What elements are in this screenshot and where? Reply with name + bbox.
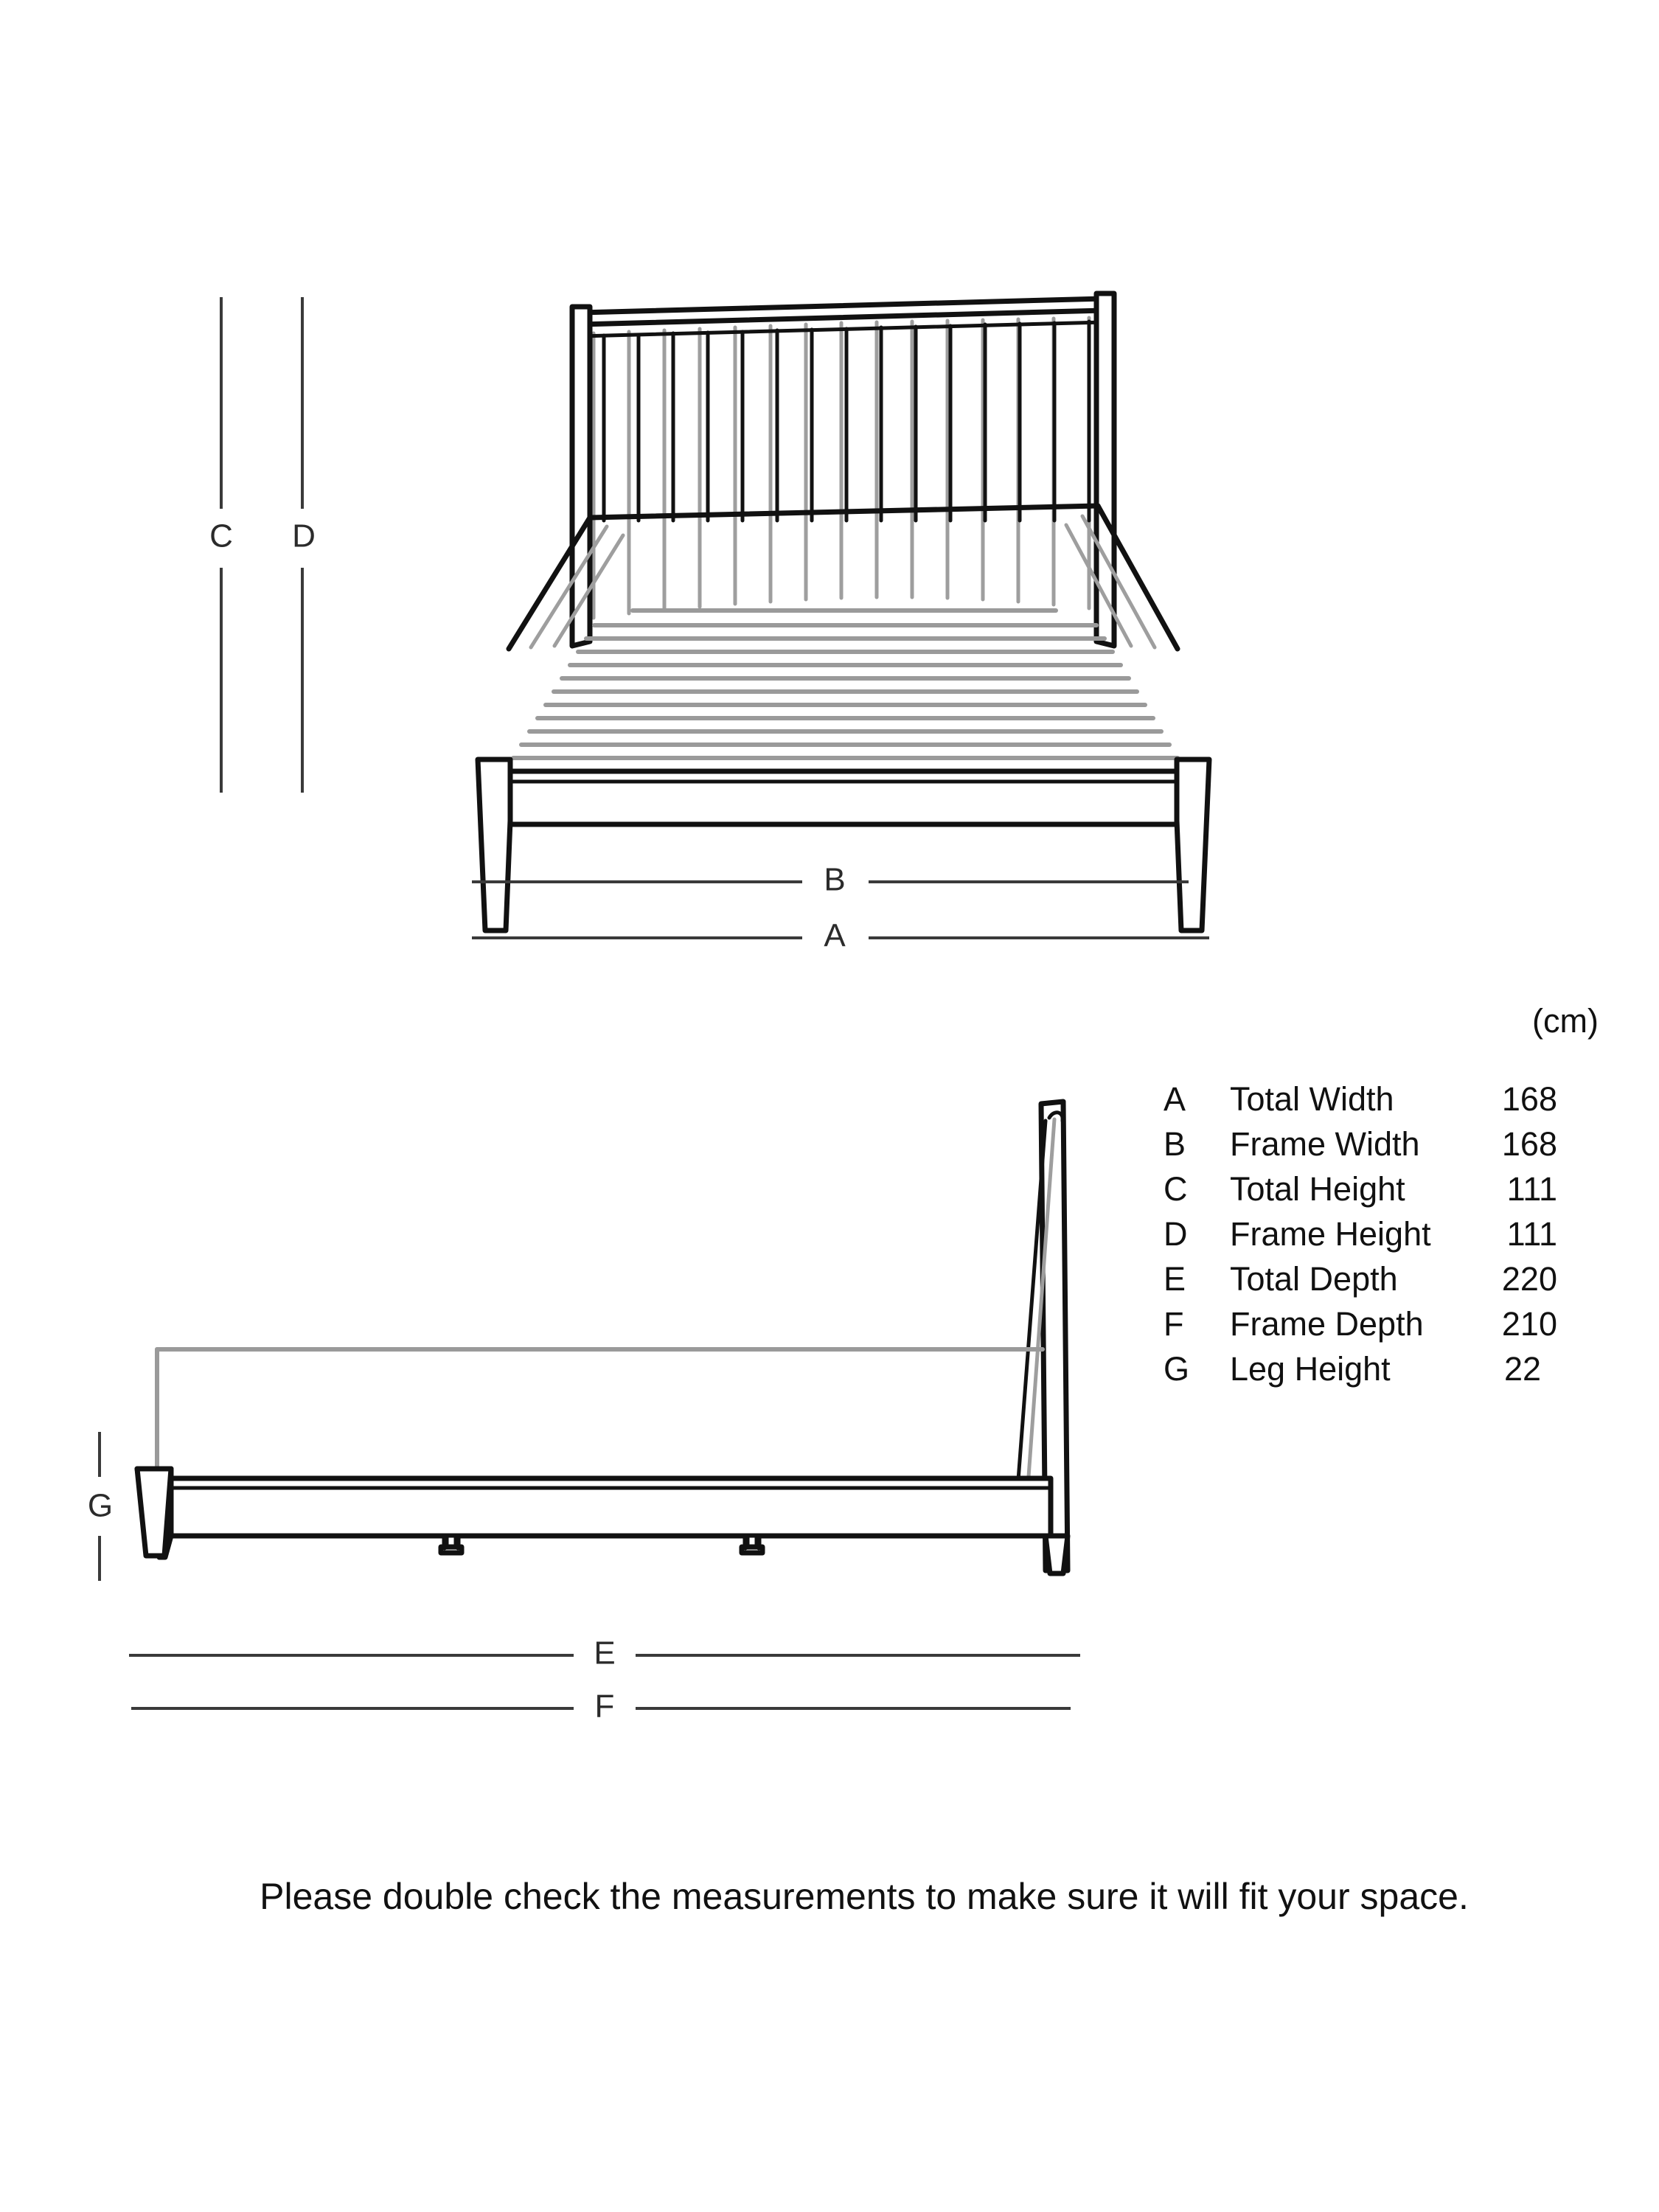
dimension-g-label: G: [87, 1487, 114, 1524]
row-label: Frame Height: [1230, 1214, 1431, 1253]
units-header: (cm): [1532, 1001, 1599, 1040]
dimension-b-label: B: [824, 861, 846, 898]
dimension-d-label: D: [292, 518, 316, 554]
headboard-post-right: [1096, 293, 1114, 646]
side-frame-rail: [157, 1478, 1051, 1536]
row-value: 168: [1501, 1079, 1557, 1118]
row-key: C: [1164, 1169, 1188, 1208]
row-label: Frame Depth: [1230, 1304, 1424, 1343]
dimension-f-label: F: [594, 1688, 615, 1725]
row-label: Total Depth: [1230, 1259, 1398, 1298]
dimension-e-label: E: [594, 1635, 616, 1672]
row-key: D: [1164, 1214, 1188, 1253]
row-value: 168: [1501, 1124, 1557, 1163]
footnote-text: Please double check the measurements to make sure it will fit your space.: [260, 1876, 1469, 1918]
row-value: 210: [1501, 1304, 1557, 1343]
row-key: E: [1164, 1259, 1186, 1298]
row-key: B: [1164, 1124, 1186, 1163]
row-value: 111: [1506, 1214, 1557, 1253]
dimension-a-label: A: [824, 917, 846, 954]
row-key: G: [1164, 1349, 1190, 1388]
front-frame-rail: [498, 771, 1189, 824]
row-value: 111: [1506, 1169, 1557, 1208]
row-value: 220: [1501, 1259, 1557, 1298]
dimension-c-label: C: [209, 518, 233, 554]
row-label: Total Width: [1230, 1079, 1394, 1118]
row-label: Frame Width: [1230, 1124, 1420, 1163]
front-leg-right: [1177, 759, 1209, 931]
row-label: Total Height: [1230, 1169, 1405, 1208]
row-value: 22: [1503, 1349, 1541, 1388]
side-foot-leg: [137, 1469, 171, 1556]
row-key: A: [1164, 1079, 1186, 1118]
row-key: F: [1164, 1304, 1184, 1343]
front-leg-left: [478, 759, 510, 931]
row-label: Leg Height: [1230, 1349, 1391, 1388]
side-head-leg: [1046, 1536, 1068, 1573]
